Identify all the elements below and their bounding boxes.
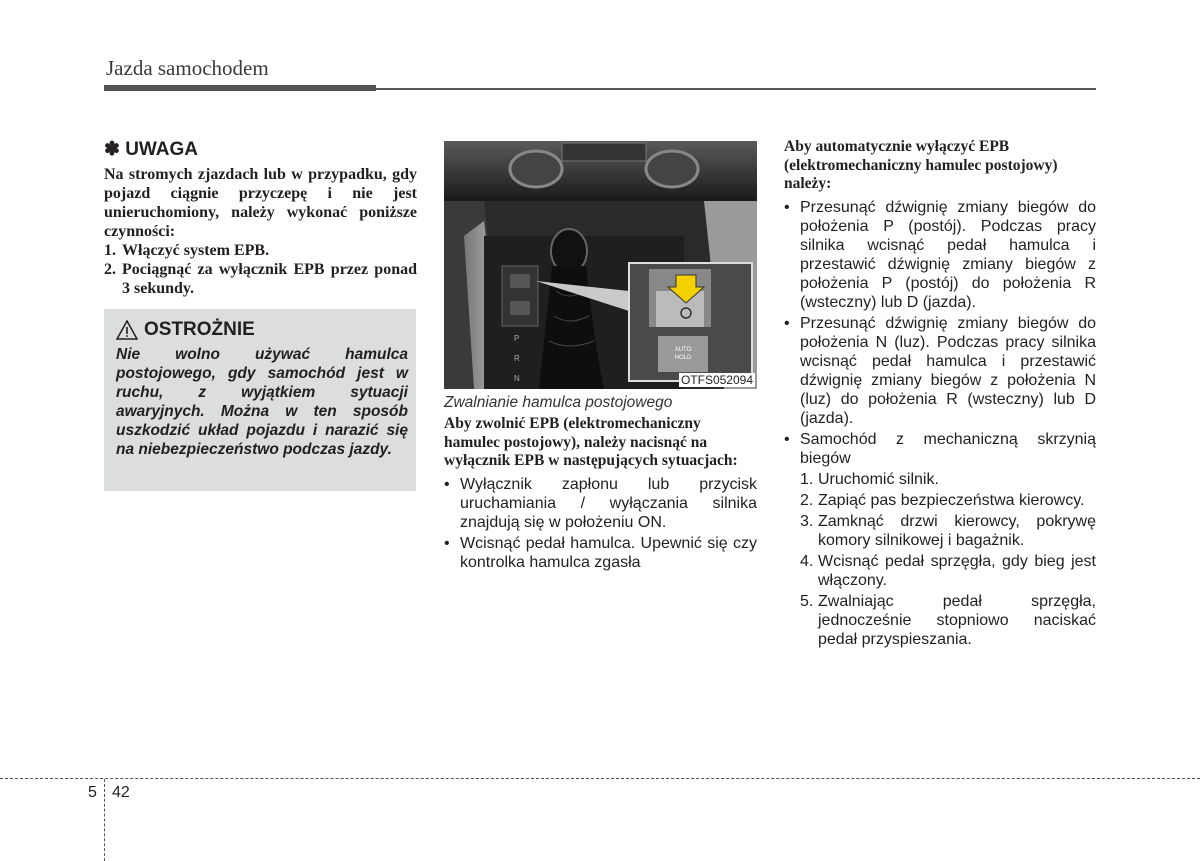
step-text: Zamknąć drzwi kierowcy, pokrywę komory silnikowej i bagażnik. [818, 512, 1096, 549]
bullet-text: Samochód z mechaniczną skrzynią biegów [800, 430, 1096, 467]
footer-divider [104, 779, 105, 861]
header-rule-thin [376, 88, 1096, 90]
list-item [800, 592, 1096, 649]
list-item [104, 241, 417, 260]
note-section [104, 138, 417, 298]
list-item: • Przesunąć dźwignię zmiany biegów do położenia N (luz). Podczas pracy silnika wcisnąć pedał hamulca i przestawić dźwignię zmiany biegów z położenia N (luz) do położenia R (wsteczny) lub D (jazda). [784, 314, 1096, 427]
image-caption: Zwalnianie hamulca postojowego [444, 394, 673, 411]
step-text: Uruchomić silnik. [818, 470, 939, 488]
bullet-text: Przesunąć dźwignię zmiany biegów do położenia N (luz). Podczas pracy silnika wcisnąć pedał hamulca i przestawić dźwignię zmiany biegów z położenia N (luz) do położenia R (wsteczny) lub D (jazda). [800, 314, 1096, 427]
auto-label: AUTO [674, 347, 692, 353]
note-intro: Na stromych zjazdach lub w przypadku, gdy pojazd ciągnie przyczepę i nie jest unieruchomiony, należy wykonać poniższe czynności: [104, 166, 417, 240]
footer-rule [0, 778, 1200, 779]
list-item [800, 512, 1096, 550]
note-steps [104, 241, 417, 298]
auto-release-intro: Aby automatycznie wyłączyć EPB (elektromechaniczny hamulec postojowy) należy: [784, 138, 1058, 192]
step-number: 5. [800, 592, 814, 610]
console-illustration [444, 141, 757, 389]
release-bullets [444, 475, 757, 572]
list-item [104, 260, 417, 298]
step-number: 1. [104, 242, 116, 259]
image-code: OTFS052094 [680, 373, 753, 387]
release-intro: Aby zwolnić EPB (elektromechaniczny hamulec postojowy), należy nacisnąć na wyłącznik EPB w następujących sytuacjach: [444, 415, 738, 469]
release-instructions [444, 415, 757, 574]
caution-box [104, 309, 416, 491]
gear-label-p: P [514, 334, 520, 343]
step-number: 4. [800, 552, 814, 570]
bullet-text: Wcisnąć pedał hamulca. Upewnić się czy kontrolka hamulca zgasła [460, 534, 757, 571]
page-number: 42 [112, 784, 130, 801]
bullet-text: Wyłącznik zapłonu lub przycisk uruchamiania / wyłączania silnika znajdują się w położeniu ON. [460, 475, 757, 531]
caution-title: OSTROŻNIE [144, 319, 255, 340]
step-text: Włączyć system EPB. [122, 242, 270, 259]
page-header-title: Jazda samochodem [106, 56, 269, 80]
list-item: • Samochód z mechaniczną skrzynią biegów [784, 430, 1096, 467]
auto-release-bullets [784, 198, 1096, 468]
manual-steps [784, 470, 1096, 649]
caution-text: Nie wolno używać hamulca postojowego, gdy samochód jest w ruchu, z wyjątkiem sytuacji awaryjnych. Można w ten sposób uszkodzić układ pojazdu i narazić się na niebezpieczeństwo podczas jazdy. [116, 346, 408, 458]
hold-label: HOLD [674, 355, 692, 361]
warning-triangle-icon [116, 320, 138, 340]
step-number: 2. [800, 491, 814, 509]
gear-label-r: R [514, 354, 520, 363]
section-number: 5 [88, 784, 97, 801]
step-text: Wcisnąć pedał sprzęgła, gdy bieg jest włączony. [818, 552, 1096, 589]
header-rule-thick [104, 85, 376, 91]
gear-label-n: N [514, 374, 520, 383]
list-item: • Przesunąć dźwignię zmiany biegów do położenia P (postój). Podczas pracy silnika wcisnąć pedał hamulca i przestawić dźwignię zmiany biegów z położenia P (postój) do położenia R (wsteczny) lub D (jazda). [784, 198, 1096, 311]
list-item [800, 552, 1096, 590]
step-number: 2. [104, 261, 116, 278]
step-number: 3. [800, 512, 814, 530]
list-item [800, 470, 1096, 489]
note-title: ✽ UWAGA [104, 139, 199, 160]
epb-switch-photo [444, 141, 757, 389]
list-item: • Wyłącznik zapłonu lub przycisk uruchamiania / wyłączania silnika znajdują się w położeniu ON. [444, 475, 757, 531]
list-item: • Wcisnąć pedał hamulca. Upewnić się czy kontrolka hamulca zgasła [444, 534, 757, 571]
auto-release-instructions [784, 138, 1096, 651]
bullet-text: Przesunąć dźwignię zmiany biegów do położenia P (postój). Podczas pracy silnika wcisnąć pedał hamulca i przestawić dźwignię zmiany biegów z położenia P (postój) do położenia R (wsteczny) lub D (jazda). [800, 198, 1096, 311]
step-text: Pociągnąć za wyłącznik EPB przez ponad 3 sekundy. [122, 261, 417, 297]
step-number: 1. [800, 470, 814, 488]
list-item [800, 491, 1096, 510]
step-text: Zapiąć pas bezpieczeństwa kierowcy. [818, 491, 1085, 509]
step-text: Zwalniając pedał sprzęgła, jednocześnie stopniowo naciskać pedał przyspieszania. [818, 592, 1096, 648]
